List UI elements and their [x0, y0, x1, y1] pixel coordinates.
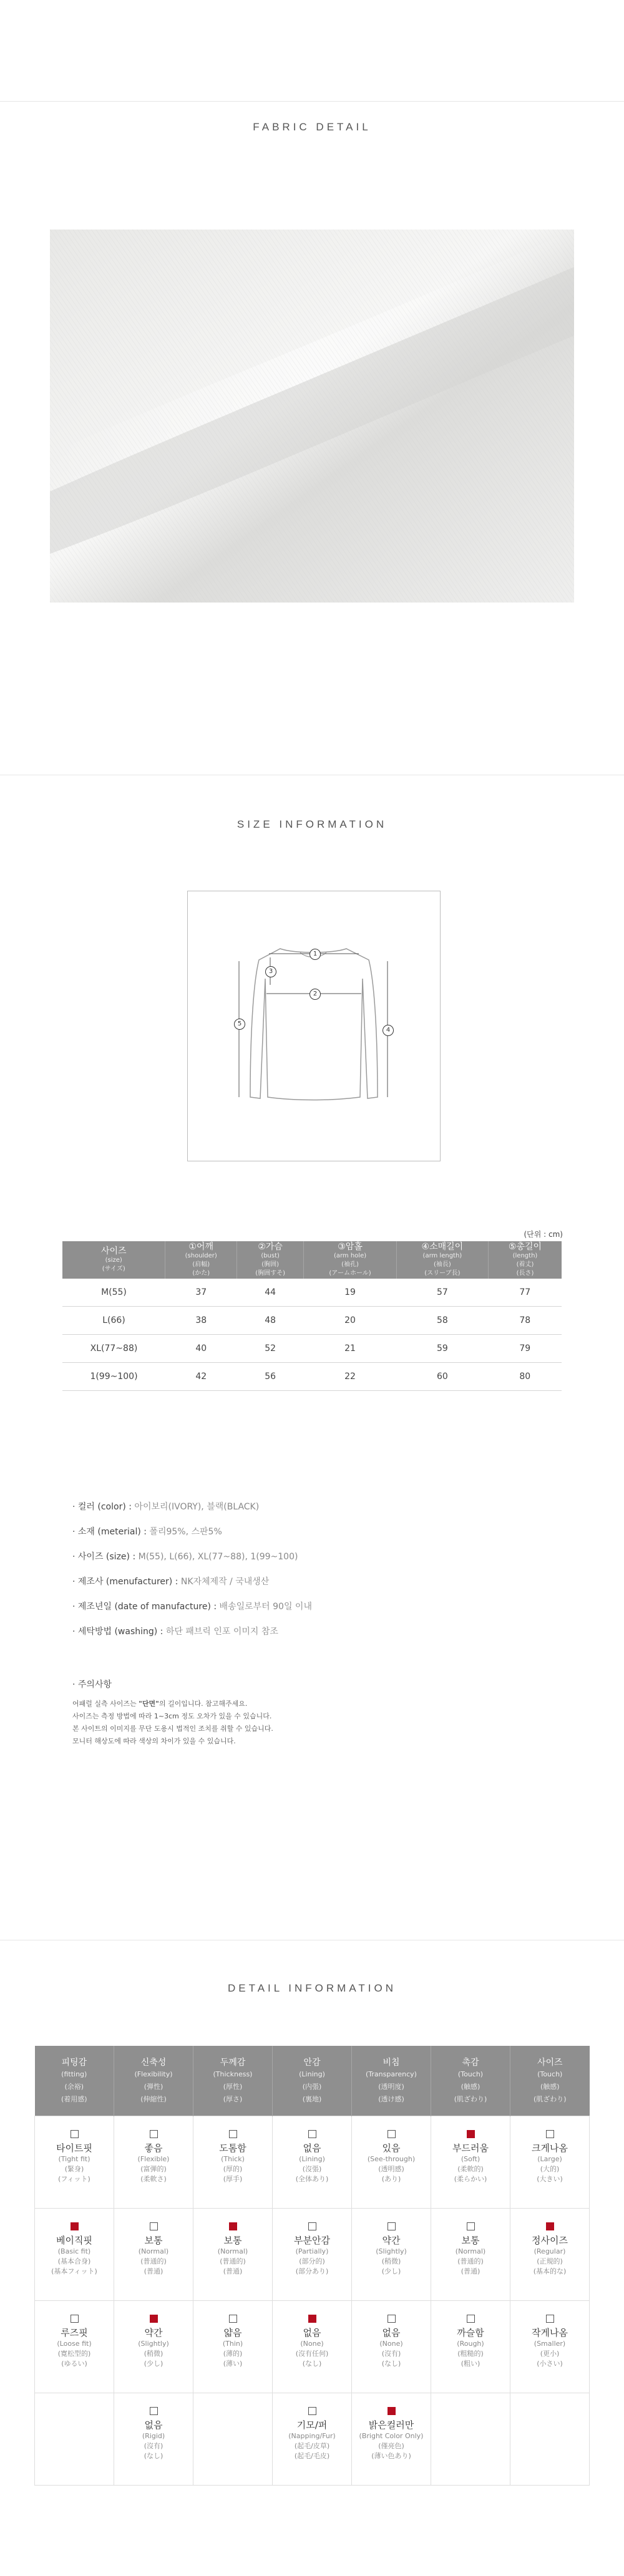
table-cell: 1(99~100): [62, 1363, 165, 1391]
marker-2: 2: [310, 989, 321, 1000]
option-sublabel: (Normal): [455, 2247, 486, 2255]
checkbox-icon: [150, 2407, 158, 2415]
table-row: [35, 2209, 590, 2301]
option-sublabel: (ゆるい): [61, 2360, 87, 2368]
detail-cell: [35, 2209, 114, 2301]
detail-cell: [114, 2301, 193, 2393]
option-sublabel: (Napping/Fur): [288, 2432, 336, 2440]
option-sublabel: (None): [379, 2340, 403, 2348]
table-row: [62, 1335, 562, 1363]
table-cell: L(66): [62, 1307, 165, 1335]
option-sublabel: (Soft): [461, 2155, 480, 2163]
option-label: 없음: [303, 2327, 321, 2338]
detail-option: [353, 2130, 430, 2184]
info-date: · 제조년일 (date of manufacture) : 배송일로부터 90일 이내: [72, 1602, 312, 1612]
table-row: [62, 1307, 562, 1335]
detail-header-cell: 촉감 (Touch) (触感) (肌ざわり): [431, 2046, 510, 2116]
option-sublabel: (Loose fit): [57, 2340, 92, 2348]
option-sublabel: (寛松型的): [57, 2350, 91, 2358]
table-cell: 42: [165, 1363, 236, 1391]
option-sublabel: (Regular): [534, 2247, 566, 2255]
size-header-cell: ③암홀 (arm hole) (袖孔) (アームホール): [304, 1241, 397, 1279]
option-sublabel: (部分あり): [295, 2267, 329, 2275]
table-row: [62, 1363, 562, 1391]
option-sublabel: (大的): [540, 2165, 560, 2173]
option-sublabel: (普通): [223, 2267, 243, 2275]
table-cell: 59: [396, 1335, 488, 1363]
checkbox-icon: [546, 2130, 554, 2138]
marker-3: 3: [265, 966, 276, 977]
option-sublabel: (Normal): [217, 2247, 248, 2255]
detail-cell: [273, 2209, 352, 2301]
table-cell: 58: [396, 1307, 488, 1335]
table-cell: 44: [236, 1279, 303, 1307]
detail-option: [432, 2222, 509, 2277]
option-sublabel: (普通): [461, 2267, 480, 2275]
marker-1: 1: [310, 949, 321, 960]
option-label: 없음: [382, 2327, 401, 2338]
option-sublabel: (普通的): [457, 2257, 484, 2265]
detail-information-title: DETAIL INFORMATION: [227, 1982, 397, 1994]
option-sublabel: (起毛/皮草): [294, 2442, 330, 2450]
detail-cell: [273, 2116, 352, 2209]
detail-cell: [193, 2116, 273, 2209]
table-cell: 37: [165, 1279, 236, 1307]
table-cell: 77: [488, 1279, 562, 1307]
option-sublabel: (なし): [144, 2452, 163, 2460]
option-sublabel: (None): [300, 2340, 324, 2348]
size-diagram: [187, 891, 441, 1161]
option-label: 도톰함: [219, 2143, 246, 2154]
option-sublabel: (See-through): [367, 2155, 416, 2163]
detail-option: [273, 2407, 351, 2461]
option-sublabel: (Bright Color Only): [359, 2432, 424, 2440]
option-label: 정사이즈: [532, 2235, 568, 2246]
notice-line: 사이즈는 측정 방법에 따라 1~3cm 정도 오차가 있을 수 있습니다.: [72, 1712, 272, 1720]
detail-option: [273, 2315, 351, 2369]
checkbox-icon: [388, 2222, 396, 2230]
checked-box-icon: [546, 2222, 554, 2230]
option-sublabel: (沒有): [381, 2350, 401, 2358]
table-row: [35, 2116, 590, 2209]
detail-cell: [273, 2301, 352, 2393]
detail-cell: [273, 2393, 352, 2486]
option-label: 부분안감: [294, 2235, 330, 2246]
option-label: 없음: [144, 2419, 163, 2431]
detail-option: [432, 2315, 509, 2369]
info-color: · 컬러 (color) : 아이보리(IVORY), 블랙(BLACK): [72, 1502, 260, 1512]
checkbox-icon: [308, 2222, 316, 2230]
detail-option: [511, 2222, 588, 2277]
option-sublabel: (薄い色あり): [371, 2452, 411, 2460]
detail-header-cell: 신축성 (Flexibility) (弾性) (伸縮性): [114, 2046, 193, 2116]
option-sublabel: (大きい): [537, 2175, 563, 2183]
detail-cell: [35, 2116, 114, 2209]
checked-box-icon: [308, 2315, 316, 2323]
option-label: 약간: [382, 2235, 401, 2246]
option-sublabel: (稍微): [381, 2257, 401, 2265]
option-sublabel: (小さい): [537, 2360, 563, 2368]
option-sublabel: (Rough): [457, 2340, 484, 2348]
option-label: 부드러움: [452, 2143, 489, 2154]
notice-line: 모니터 해상도에 따라 색상의 차이가 있을 수 있습니다.: [72, 1737, 236, 1745]
detail-option: [432, 2130, 509, 2184]
checkbox-icon: [150, 2222, 158, 2230]
option-sublabel: (Slightly): [376, 2247, 407, 2255]
checkbox-icon: [229, 2315, 237, 2323]
fabric-detail-title: FABRIC DETAIL: [253, 121, 371, 133]
option-sublabel: (Thin): [222, 2340, 243, 2348]
option-sublabel: (正規的): [537, 2257, 563, 2265]
option-label: 타이트핏: [56, 2143, 92, 2154]
table-cell: XL(77~88): [62, 1335, 165, 1363]
option-sublabel: (沒有): [144, 2442, 163, 2450]
option-sublabel: (少し): [144, 2360, 163, 2368]
table-cell: 48: [236, 1307, 303, 1335]
option-sublabel: (基本合身): [57, 2257, 91, 2265]
detail-header-cell: 안감 (Lining) (内張) (裏地): [273, 2046, 352, 2116]
option-label: 있음: [382, 2143, 401, 2154]
table-cell: 57: [396, 1279, 488, 1307]
option-label: 크게나옴: [532, 2143, 568, 2154]
option-sublabel: (緊身): [64, 2165, 84, 2173]
detail-option: [353, 2407, 430, 2461]
table-cell: M(55): [62, 1279, 165, 1307]
option-sublabel: (普通的): [220, 2257, 246, 2265]
checkbox-icon: [467, 2315, 475, 2323]
detail-option: [273, 2222, 351, 2277]
table-cell: 60: [396, 1363, 488, 1391]
checkbox-icon: [308, 2407, 316, 2415]
detail-option: [194, 2222, 271, 2277]
size-header-cell: ⑤총길이 (length) (着丈) (長さ): [488, 1241, 562, 1279]
option-sublabel: (Thick): [221, 2155, 245, 2163]
table-cell: 20: [304, 1307, 397, 1335]
info-size: · 사이즈 (size) : M(55), L(66), XL(77~88), 1(99~100): [72, 1552, 298, 1562]
option-sublabel: (Large): [537, 2155, 562, 2163]
checkbox-icon: [546, 2315, 554, 2323]
detail-cell: [510, 2393, 590, 2486]
checkbox-icon: [467, 2222, 475, 2230]
option-sublabel: (僅亮色): [378, 2442, 404, 2450]
option-label: 보통: [144, 2235, 163, 2246]
detail-option: [273, 2130, 351, 2184]
size-header-cell: 사이즈 (size) (サイズ): [62, 1241, 165, 1279]
option-sublabel: (基本的な): [533, 2267, 567, 2275]
checkbox-icon: [71, 2315, 79, 2323]
detail-cell: [114, 2393, 193, 2486]
detail-cell: [352, 2116, 431, 2209]
size-information-title: SIZE INFORMATION: [236, 818, 388, 830]
option-label: 보통: [461, 2235, 480, 2246]
detail-option: [115, 2407, 192, 2461]
checkbox-icon: [229, 2130, 237, 2138]
detail-cell: [431, 2209, 510, 2301]
option-sublabel: (透明感): [378, 2165, 404, 2173]
detail-header-cell: 두께감 (Thickness) (厚性) (厚さ): [193, 2046, 273, 2116]
option-sublabel: (更小): [540, 2350, 560, 2358]
option-sublabel: (起毛/毛皮): [294, 2452, 330, 2460]
option-sublabel: (薄い): [223, 2360, 243, 2368]
option-sublabel: (普通的): [140, 2257, 167, 2265]
detail-option: [36, 2222, 113, 2277]
option-sublabel: (Basic fit): [57, 2247, 91, 2255]
top-divider: [0, 101, 624, 102]
option-label: 좋음: [144, 2143, 163, 2154]
size-header-cell: ④소매길이 (arm length) (袖長) (スリーブ長): [396, 1241, 488, 1279]
detail-option: [115, 2130, 192, 2184]
table-cell: 78: [488, 1307, 562, 1335]
detail-option: [115, 2222, 192, 2277]
option-sublabel: (稍微): [144, 2350, 163, 2358]
option-sublabel: (普通): [144, 2267, 163, 2275]
option-sublabel: (粗糙的): [457, 2350, 484, 2358]
option-sublabel: (Tight fit): [58, 2155, 90, 2163]
option-sublabel: (柔軟的): [457, 2165, 484, 2173]
option-label: 없음: [303, 2143, 321, 2154]
table-cell: 40: [165, 1335, 236, 1363]
detail-header-cell: 사이즈 (Touch) (触感) (肌ざわり): [510, 2046, 590, 2116]
checkbox-icon: [150, 2130, 158, 2138]
detail-header-cell: 피팅감 (fitting) (余裕) (着用感): [35, 2046, 114, 2116]
detail-table: [34, 2046, 590, 2486]
size-table: [62, 1241, 562, 1391]
detail-cell: [510, 2209, 590, 2301]
detail-option: [511, 2315, 588, 2369]
notice-block: [72, 1678, 273, 1748]
table-cell: 38: [165, 1307, 236, 1335]
option-sublabel: (Flexible): [137, 2155, 170, 2163]
table-row: [35, 2301, 590, 2393]
option-sublabel: (柔軟さ): [140, 2175, 167, 2183]
detail-cell: [35, 2393, 114, 2486]
unit-label: (단위 : cm): [524, 1230, 563, 1239]
option-sublabel: (富弾的): [140, 2165, 167, 2173]
option-sublabel: (Partially): [295, 2247, 329, 2255]
size-table-header: [62, 1241, 562, 1279]
detail-cell: [114, 2209, 193, 2301]
checked-box-icon: [467, 2130, 475, 2138]
detail-option: [353, 2315, 430, 2369]
option-label: 베이직핏: [56, 2235, 92, 2246]
option-sublabel: (厚手): [223, 2175, 243, 2183]
option-label: 기모/퍼: [296, 2419, 328, 2431]
option-sublabel: (Slightly): [138, 2340, 169, 2348]
detail-cell: [193, 2393, 273, 2486]
option-sublabel: (Smaller): [534, 2340, 566, 2348]
checked-box-icon: [388, 2407, 396, 2415]
detail-cell: [510, 2116, 590, 2209]
detail-cell: [431, 2393, 510, 2486]
option-sublabel: (Lining): [299, 2155, 325, 2163]
detail-cell: [431, 2116, 510, 2209]
table-cell: 21: [304, 1335, 397, 1363]
marker-5: 5: [234, 1019, 245, 1030]
detail-option: [194, 2315, 271, 2369]
detail-cell: [510, 2301, 590, 2393]
checkbox-icon: [388, 2130, 396, 2138]
checkbox-icon: [71, 2130, 79, 2138]
detail-cell: [352, 2209, 431, 2301]
option-sublabel: (フィット): [58, 2175, 90, 2183]
detail-cell: [114, 2116, 193, 2209]
detail-option: [194, 2130, 271, 2184]
option-sublabel: (沒張): [302, 2165, 322, 2173]
option-sublabel: (なし): [302, 2360, 322, 2368]
option-label: 얇음: [223, 2327, 242, 2338]
info-washing: · 세탁방법 (washing) : 하단 패브릭 인포 이미지 참조: [72, 1627, 278, 1637]
checked-box-icon: [229, 2222, 237, 2230]
option-sublabel: (厚的): [223, 2165, 243, 2173]
detail-cell: [352, 2393, 431, 2486]
size-header-cell: ②가슴 (bust) (胸囲) (胸囲すそ): [236, 1241, 303, 1279]
table-cell: 56: [236, 1363, 303, 1391]
option-label: 까슬함: [457, 2327, 484, 2338]
product-info-list: [72, 1494, 312, 1644]
option-sublabel: (部分的): [299, 2257, 325, 2265]
option-sublabel: (沒有任何): [295, 2350, 329, 2358]
table-cell: 80: [488, 1363, 562, 1391]
table-cell: 19: [304, 1279, 397, 1307]
detail-cell: [193, 2209, 273, 2301]
detail-option: [115, 2315, 192, 2369]
option-label: 작게나옴: [532, 2327, 568, 2338]
detail-header: [35, 2046, 590, 2116]
option-sublabel: (少し): [381, 2267, 401, 2275]
table-row: [35, 2393, 590, 2486]
detail-cell: [352, 2301, 431, 2393]
checked-box-icon: [71, 2222, 79, 2230]
checked-box-icon: [150, 2315, 158, 2323]
option-sublabel: (あり): [381, 2175, 401, 2183]
table-cell: 79: [488, 1335, 562, 1363]
detail-option: [36, 2315, 113, 2369]
detail-cell: [431, 2301, 510, 2393]
detail-cell: [193, 2301, 273, 2393]
option-sublabel: (なし): [381, 2360, 401, 2368]
option-sublabel: (薄的): [223, 2350, 243, 2358]
detail-header-cell: 비침 (Transparency) (透明度) (透け感): [352, 2046, 431, 2116]
notice-line: 어패럴 실측 사이즈는 "단면"의 길이입니다. 참고해주세요.: [72, 1700, 248, 1708]
detail-option: [36, 2130, 113, 2184]
detail-option: [511, 2130, 588, 2184]
table-cell: 52: [236, 1335, 303, 1363]
notice-heading: · 주의사항: [72, 1680, 112, 1690]
option-label: 밝은컬러만: [368, 2419, 414, 2431]
table-row: [62, 1279, 562, 1307]
option-sublabel: (全体あり): [295, 2175, 329, 2183]
table-cell: 22: [304, 1363, 397, 1391]
option-sublabel: (粗い): [461, 2360, 480, 2368]
option-label: 루즈핏: [61, 2327, 88, 2338]
option-sublabel: (Normal): [138, 2247, 169, 2255]
size-header-cell: ①어깨 (shoulder) (肩幅) (かた): [165, 1241, 236, 1279]
fabric-photo: [50, 230, 574, 603]
option-sublabel: (Rigid): [142, 2432, 165, 2440]
option-label: 약간: [144, 2327, 163, 2338]
notice-line: 본 사이트의 이미지를 무단 도용시 법적인 조치를 취할 수 있습니다.: [72, 1725, 273, 1733]
checkbox-icon: [388, 2315, 396, 2323]
option-sublabel: (基本フィット): [51, 2267, 97, 2275]
info-material: · 소재 (meterial) : 폴리95%, 스판5%: [72, 1527, 222, 1537]
info-manufacturer: · 제조사 (menufacturer) : NK자체제작 / 국내생산: [72, 1577, 270, 1587]
detail-cell: [35, 2301, 114, 2393]
option-sublabel: (柔らかい): [454, 2175, 487, 2183]
checkbox-icon: [308, 2130, 316, 2138]
detail-option: [353, 2222, 430, 2277]
marker-4: 4: [383, 1025, 394, 1036]
option-label: 보통: [223, 2235, 242, 2246]
